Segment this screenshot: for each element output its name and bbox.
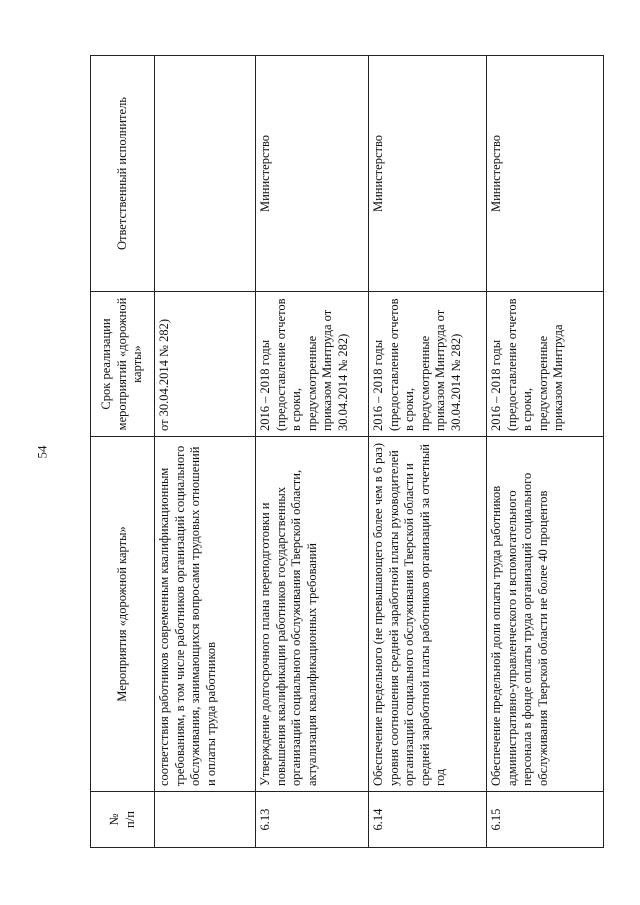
roadmap-table [90,55,604,848]
row-responsible: Министерство [369,56,487,292]
row-deadline: 2016 – 2018 годы (предоставление отчетов в сроки, предусмотренные приказом Минтруда от 30.04.2014 № 282) [369,292,487,437]
row-deadline: от 30.04.2014 № 282) [155,292,256,437]
header-responsible: Ответственный исполнитель [91,56,155,292]
row-num [155,792,256,848]
table-row [369,56,487,848]
row-activity: соответствия работников современным квалификационным требованиям, в том числе работников организаций социального обслуживания, занимающихся вопросами трудовых отношений и оплаты труда работников [155,437,256,792]
table-row [487,56,604,848]
header-deadline: Срок реализации мероприятий «дорожной карты» [91,292,155,437]
header-activity: Мероприятия «дорожной карты» [91,437,155,792]
page-number: 54 [34,445,50,459]
row-num: 6.14 [369,792,487,848]
table-row [256,56,369,848]
header-num-label: № п/п [107,811,137,828]
row-num: 6.15 [487,792,604,848]
row-activity: Обеспечение предельной доли оплаты труда работников административно-управленческого и вспомогательного персонала в фонде оплаты труда организаций социального обслуживания Тверской области не более 40 процентов [487,437,604,792]
row-activity: Утверждение долгосрочного плана переподготовки и повышения квалификации работников государственных организаций социального обслуживания Тверской области, актуализация квалификационных требований [256,437,369,792]
row-responsible: Министерство [256,56,369,292]
table-row [155,56,256,848]
row-activity: Обеспечение предельного (не превышающего более чем в 6 раз) уровня соотношения средней заработной платы руководителей организаций социального обслуживания Тверской области и средней заработной платы работников организаций за отчетный год [369,437,487,792]
row-deadline: 2016 – 2018 годы (предоставление отчетов в сроки, предусмотренные приказом Минтруда [487,292,604,437]
row-responsible: Министерство [487,56,604,292]
row-num: 6.13 [256,792,369,848]
rotated-table-wrapper [90,56,603,848]
table-header-row [91,56,155,848]
row-deadline: 2016 – 2018 годы (предоставление отчетов в сроки, предусмотренные приказом Минтруда от 30.04.2014 № 282) [256,292,369,437]
header-num [91,792,155,848]
row-responsible [155,56,256,292]
